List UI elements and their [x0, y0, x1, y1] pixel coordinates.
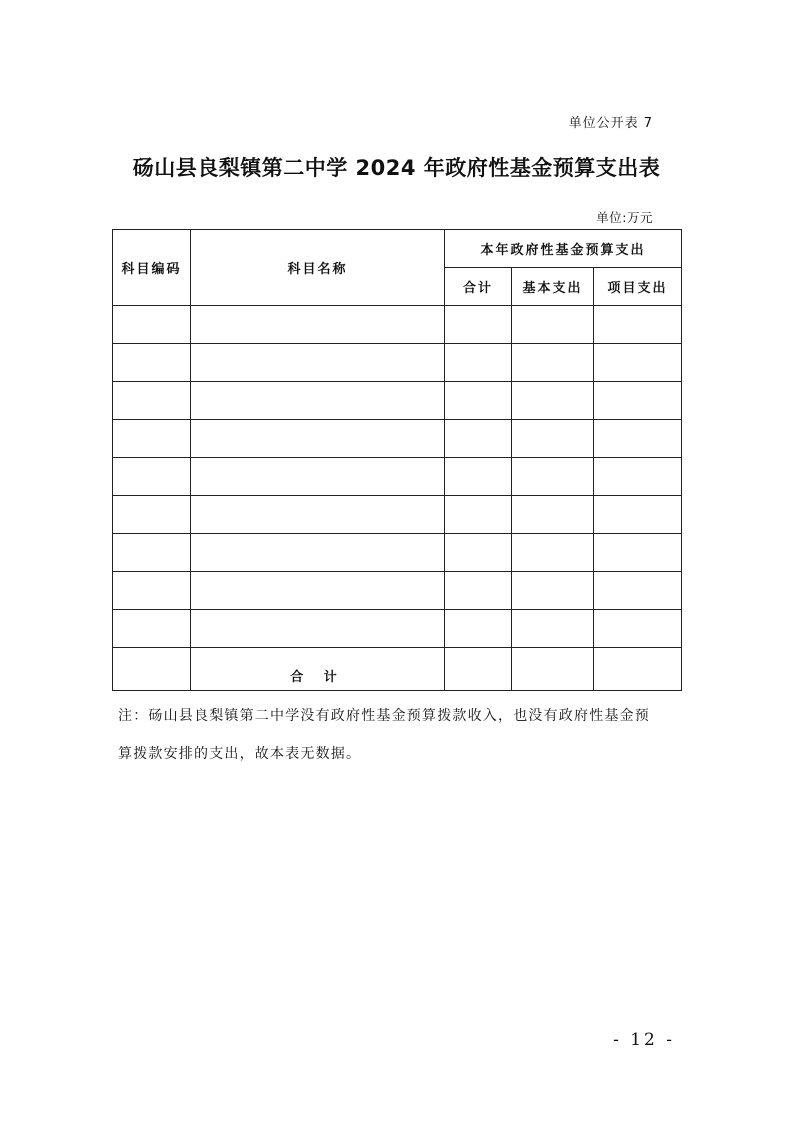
table-row: [113, 458, 682, 496]
cell-code: [113, 496, 191, 534]
cell-total: [445, 382, 512, 420]
cell-project: [594, 534, 682, 572]
cell-project: [594, 420, 682, 458]
cell-name: [191, 344, 445, 382]
total-cell-project: [594, 648, 682, 691]
total-cell-basic: [512, 648, 594, 691]
header-expenditure-group: 本年政府性基金预算支出: [445, 230, 682, 268]
cell-name: [191, 382, 445, 420]
header-subject-code: 科目编码: [113, 230, 191, 306]
cell-total: [445, 458, 512, 496]
cell-basic: [512, 610, 594, 648]
cell-project: [594, 610, 682, 648]
table-row: [113, 534, 682, 572]
cell-code: [113, 458, 191, 496]
cell-total: [445, 344, 512, 382]
unit-label: 单位:万元: [596, 210, 653, 225]
cell-code: [113, 572, 191, 610]
cell-basic: [512, 496, 594, 534]
cell-name: [191, 496, 445, 534]
cell-name: [191, 306, 445, 344]
total-cell-total: [445, 648, 512, 691]
cell-project: [594, 306, 682, 344]
total-row: [113, 648, 682, 691]
total-cell-code: [113, 648, 191, 691]
header-total: 合计: [445, 268, 512, 306]
cell-project: [594, 344, 682, 382]
cell-name: [191, 534, 445, 572]
table-row: [113, 382, 682, 420]
cell-basic: [512, 572, 594, 610]
cell-code: [113, 344, 191, 382]
cell-name: [191, 420, 445, 458]
cell-basic: [512, 344, 594, 382]
cell-name: [191, 610, 445, 648]
table-row: [113, 344, 682, 382]
cell-basic: [512, 420, 594, 458]
header-project-expenditure: 项目支出: [594, 268, 682, 306]
cell-project: [594, 496, 682, 534]
document-title: 砀山县良梨镇第二中学 2024 年政府性基金预算支出表: [132, 156, 661, 180]
cell-total: [445, 610, 512, 648]
cell-basic: [512, 458, 594, 496]
cell-code: [113, 420, 191, 458]
table-number-label: 单位公开表 7: [568, 116, 653, 131]
total-row-label: 合 计: [191, 648, 445, 691]
cell-code: [113, 382, 191, 420]
cell-total: [445, 306, 512, 344]
cell-code: [113, 306, 191, 344]
table-row: [113, 306, 682, 344]
header-basic-expenditure: 基本支出: [512, 268, 594, 306]
table-note: 注：砀山县良梨镇第二中学没有政府性基金预算拨款收入，也没有政府性基金预算拨款安排的支出，故本表无数据。: [118, 708, 650, 762]
cell-total: [445, 420, 512, 458]
cell-project: [594, 458, 682, 496]
cell-basic: [512, 382, 594, 420]
cell-total: [445, 496, 512, 534]
cell-name: [191, 458, 445, 496]
cell-basic: [512, 534, 594, 572]
cell-project: [594, 382, 682, 420]
header-subject-name: 科目名称: [191, 230, 445, 306]
table-row: [113, 496, 682, 534]
cell-total: [445, 534, 512, 572]
budget-expenditure-table: [112, 229, 682, 691]
table-row: [113, 572, 682, 610]
cell-project: [594, 572, 682, 610]
table-row: [113, 420, 682, 458]
cell-name: [191, 572, 445, 610]
cell-code: [113, 610, 191, 648]
cell-basic: [512, 306, 594, 344]
table-row: [113, 610, 682, 648]
cell-code: [113, 534, 191, 572]
cell-total: [445, 572, 512, 610]
page-number: - 12 -: [613, 1030, 675, 1050]
